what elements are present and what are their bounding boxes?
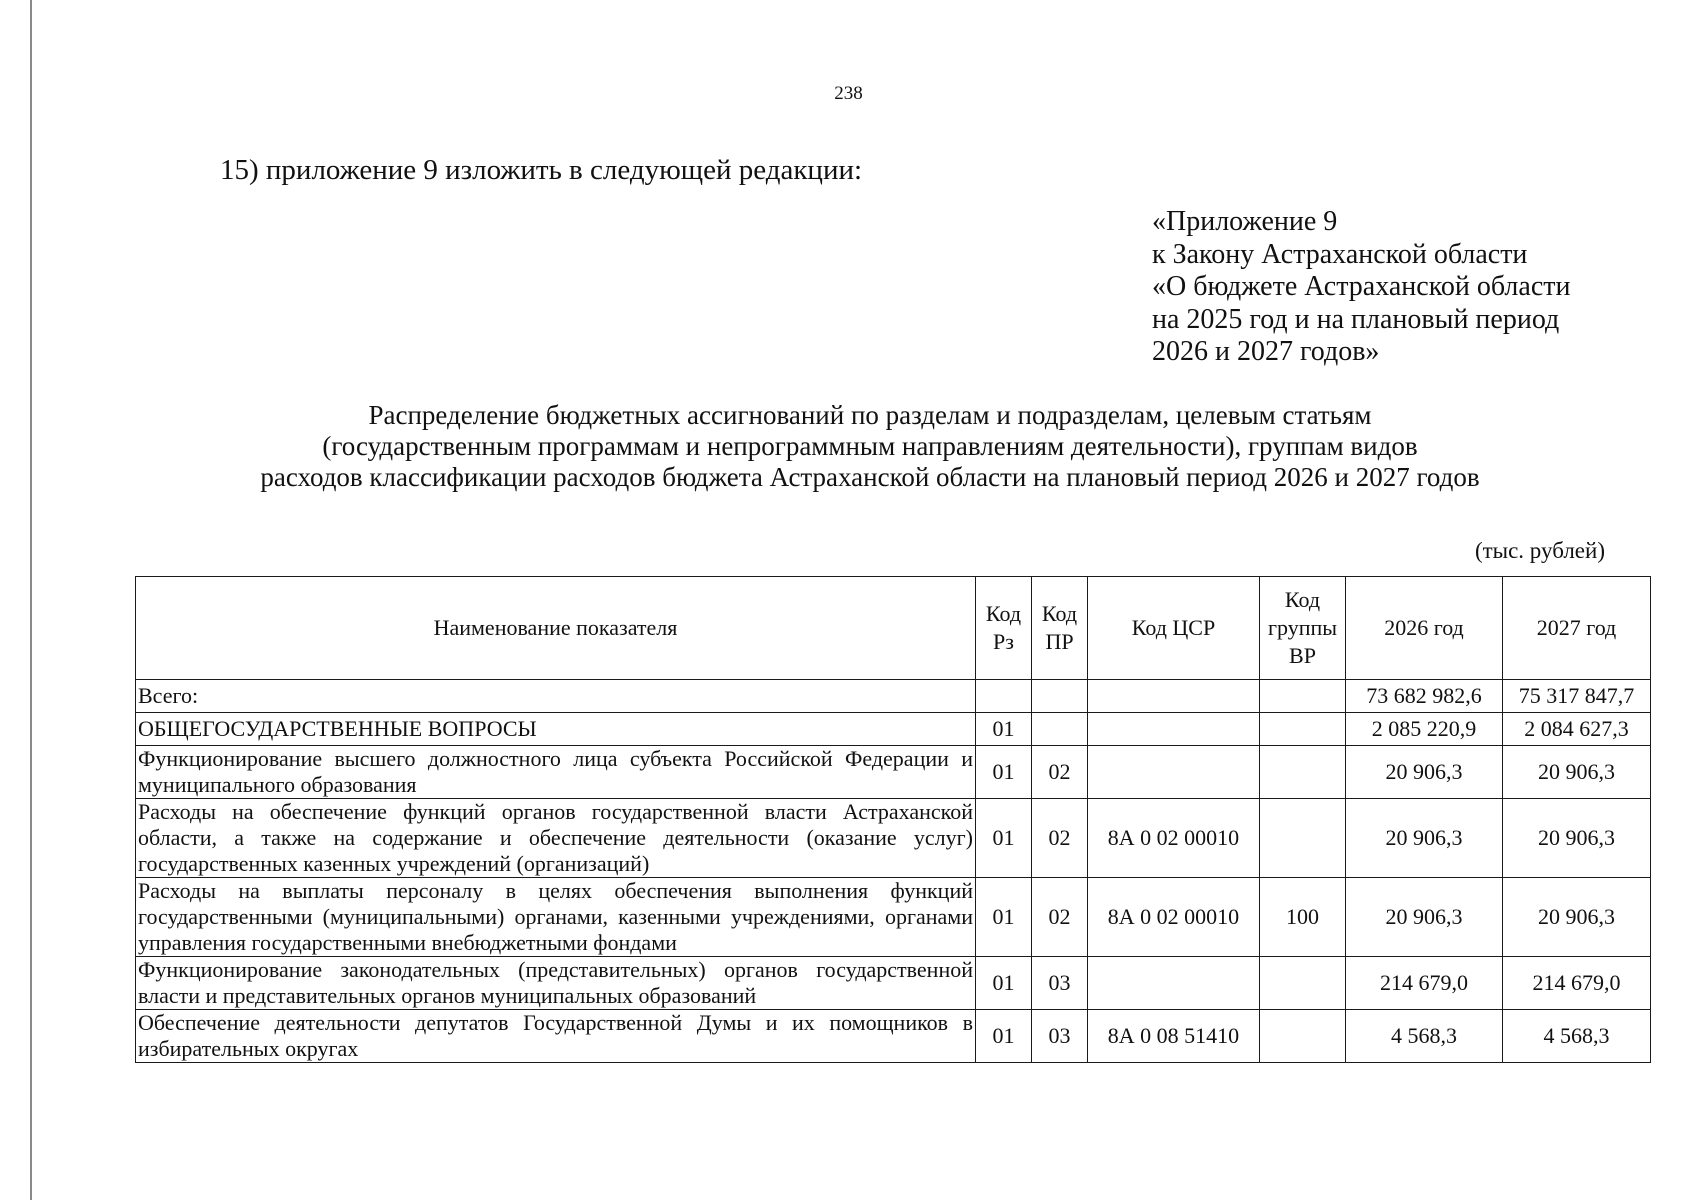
appendix-line: 2026 и 2027 годов» — [1152, 336, 1380, 367]
column-header-rz: Код Рз — [976, 577, 1032, 680]
cell-2026: 214 679,0 — [1346, 957, 1503, 1010]
table-row — [136, 713, 1651, 746]
column-header-2027: 2027 год — [1503, 577, 1651, 680]
cell-2026: 4 568,3 — [1346, 1010, 1503, 1063]
cell-csr — [1088, 746, 1260, 799]
cell-csr — [1088, 680, 1260, 713]
cell-rz — [976, 680, 1032, 713]
title-line: расходов классификации расходов бюджета Астраханской области на плановый период 2026 и 2027 годов — [260, 462, 1480, 492]
intro-paragraph: 15) приложение 9 изложить в следующей редакции: — [220, 154, 863, 186]
page-number: 238 — [834, 83, 863, 104]
cell-2026: 20 906,3 — [1346, 878, 1503, 957]
cell-csr: 8А 0 08 51410 — [1088, 1010, 1260, 1063]
cell-csr: 8А 0 02 00010 — [1088, 878, 1260, 957]
cell-name: Обеспечение деятельности депутатов Государственной Думы и их помощников в избирательных округах — [136, 1010, 976, 1063]
cell-2027: 75 317 847,7 — [1503, 680, 1651, 713]
appendix-line: «О бюджете Астраханской области — [1152, 271, 1571, 302]
cell-rz: 01 — [976, 799, 1032, 878]
table-header-row — [136, 577, 1651, 680]
table-row — [136, 746, 1651, 799]
cell-csr — [1088, 957, 1260, 1010]
cell-vr — [1260, 746, 1346, 799]
cell-name: ОБЩЕГОСУДАРСТВЕННЫЕ ВОПРОСЫ — [136, 713, 976, 746]
cell-name: Всего: — [136, 680, 976, 713]
cell-2026: 73 682 982,6 — [1346, 680, 1503, 713]
cell-vr — [1260, 799, 1346, 878]
column-header-2026: 2026 год — [1346, 577, 1503, 680]
cell-rz: 01 — [976, 746, 1032, 799]
cell-csr: 8А 0 02 00010 — [1088, 799, 1260, 878]
column-header-pr: Код ПР — [1032, 577, 1088, 680]
table-row — [136, 957, 1651, 1010]
cell-csr — [1088, 713, 1260, 746]
document-title — [200, 400, 1540, 493]
cell-rz: 01 — [976, 713, 1032, 746]
cell-vr: 100 — [1260, 878, 1346, 957]
cell-2026: 20 906,3 — [1346, 746, 1503, 799]
column-header-name: Наименование показателя — [136, 577, 976, 680]
cell-pr — [1032, 680, 1088, 713]
appendix-line: к Закону Астраханской области — [1152, 238, 1528, 270]
column-header-csr: Код ЦСР — [1088, 577, 1260, 680]
cell-2027: 214 679,0 — [1503, 957, 1651, 1010]
cell-pr: 02 — [1032, 746, 1088, 799]
title-line: Распределение бюджетных ассигнований по разделам и подразделам, целевым статьям — [368, 400, 1372, 430]
cell-pr: 02 — [1032, 878, 1088, 957]
cell-2027: 20 906,3 — [1503, 878, 1651, 957]
units-label: (тыс. рублей) — [1474, 538, 1605, 563]
cell-pr: 03 — [1032, 1010, 1088, 1063]
cell-rz: 01 — [976, 1010, 1032, 1063]
column-header-vr: Код группы ВР — [1260, 577, 1346, 680]
title-line: (государственным программам и непрограммным направлениям деятельности), группам видов — [322, 431, 1418, 461]
appendix-header — [1152, 206, 1570, 369]
cell-name: Функционирование высшего должностного лица субъекта Российской Федерации и муниципального образования — [136, 746, 976, 799]
cell-vr — [1260, 957, 1346, 1010]
cell-rz: 01 — [976, 878, 1032, 957]
cell-2027: 4 568,3 — [1503, 1010, 1651, 1063]
cell-2027: 2 084 627,3 — [1503, 713, 1651, 746]
table-row — [136, 1010, 1651, 1063]
cell-name: Расходы на обеспечение функций органов государственной власти Астраханской области, а также на содержание и обеспечение деятельности (оказание услуг) государственных казенных учреждений (организаций) — [136, 799, 976, 878]
appendix-line: «Приложение 9 — [1152, 206, 1338, 237]
cell-rz: 01 — [976, 957, 1032, 1010]
cell-2026: 20 906,3 — [1346, 799, 1503, 878]
cell-name: Расходы на выплаты персоналу в целях обеспечения выполнения функций государственными (муниципальными) органами, казенными учреждениями, органами управления государственными внебюджетными фондами — [136, 878, 976, 957]
cell-name: Функционирование законодательных (представительных) органов государственной власти и представительных органов муниципальных образований — [136, 957, 976, 1010]
cell-vr — [1260, 680, 1346, 713]
appendix-line: на 2025 год и на плановый период — [1152, 303, 1560, 335]
cell-pr: 02 — [1032, 799, 1088, 878]
binding-edge-line — [30, 0, 32, 1200]
cell-2026: 2 085 220,9 — [1346, 713, 1503, 746]
cell-pr — [1032, 713, 1088, 746]
table-row — [136, 878, 1651, 957]
cell-vr — [1260, 1010, 1346, 1063]
budget-table — [135, 576, 1651, 1063]
table-row — [136, 680, 1651, 713]
table-row — [136, 799, 1651, 878]
cell-2027: 20 906,3 — [1503, 799, 1651, 878]
cell-vr — [1260, 713, 1346, 746]
cell-2027: 20 906,3 — [1503, 746, 1651, 799]
cell-pr: 03 — [1032, 957, 1088, 1010]
